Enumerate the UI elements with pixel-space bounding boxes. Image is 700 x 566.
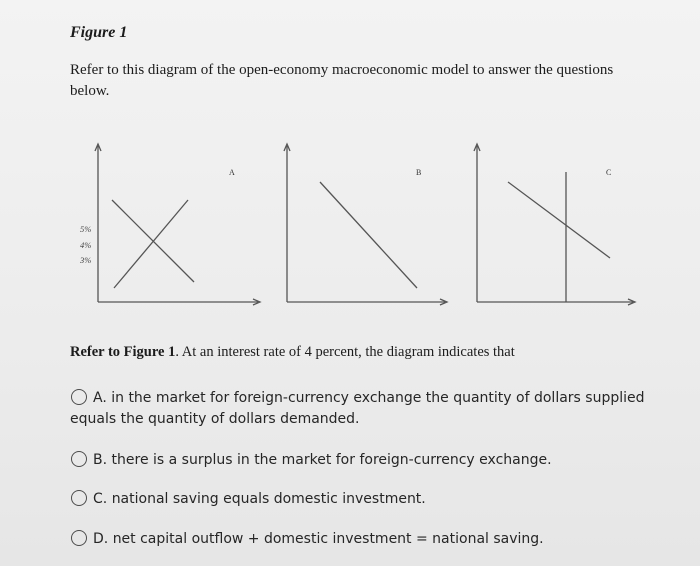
figure-diagrams [70, 138, 650, 318]
radio-button[interactable] [71, 530, 87, 546]
option-letter: D. [93, 531, 109, 547]
panel-b-label: B [416, 168, 422, 177]
option-letter: B. [93, 452, 108, 468]
radio-button[interactable] [71, 490, 87, 506]
option-text: national saving equals domestic investment. [111, 491, 426, 507]
panel-b-downward-curve [320, 182, 417, 288]
radio-button[interactable] [71, 389, 87, 405]
option-c[interactable] [70, 489, 426, 510]
panel-c-label: C [606, 168, 612, 177]
question-body: . At an interest rate of 4 percent, the diagram indicates that [175, 344, 515, 360]
panel-c-downward-curve [508, 182, 610, 258]
radio-button[interactable] [71, 451, 87, 467]
panel-a-label: A [229, 168, 235, 177]
option-a[interactable] [70, 388, 670, 430]
option-b[interactable] [70, 450, 552, 471]
panel-a-downward-curve [112, 200, 194, 282]
panel-a-tick-label: 5% [80, 224, 92, 234]
option-d[interactable] [70, 529, 544, 550]
panel-a-tick-label: 3% [80, 255, 92, 265]
panel-a-tick-label: 4% [80, 240, 92, 250]
option-letter: C. [93, 491, 108, 507]
option-letter: A. [93, 390, 107, 406]
option-text: net capital outflow + domestic investment = national saving. [112, 531, 544, 547]
question-figure-ref: Refer to Figure 1 [70, 344, 176, 360]
option-text: in the market for foreign-currency exchange the quantity of dollars supplied equals the quantity of dollars demanded. [70, 390, 645, 427]
intro-text: Refer to this diagram of the open-economy macroeconomic model to answer the questions below. [70, 62, 614, 99]
figure-title: Figure 1 [70, 24, 128, 41]
diagrams-svg [70, 138, 650, 318]
question-text [70, 344, 660, 361]
option-text: there is a surplus in the market for foreign-currency exchange. [111, 452, 552, 468]
